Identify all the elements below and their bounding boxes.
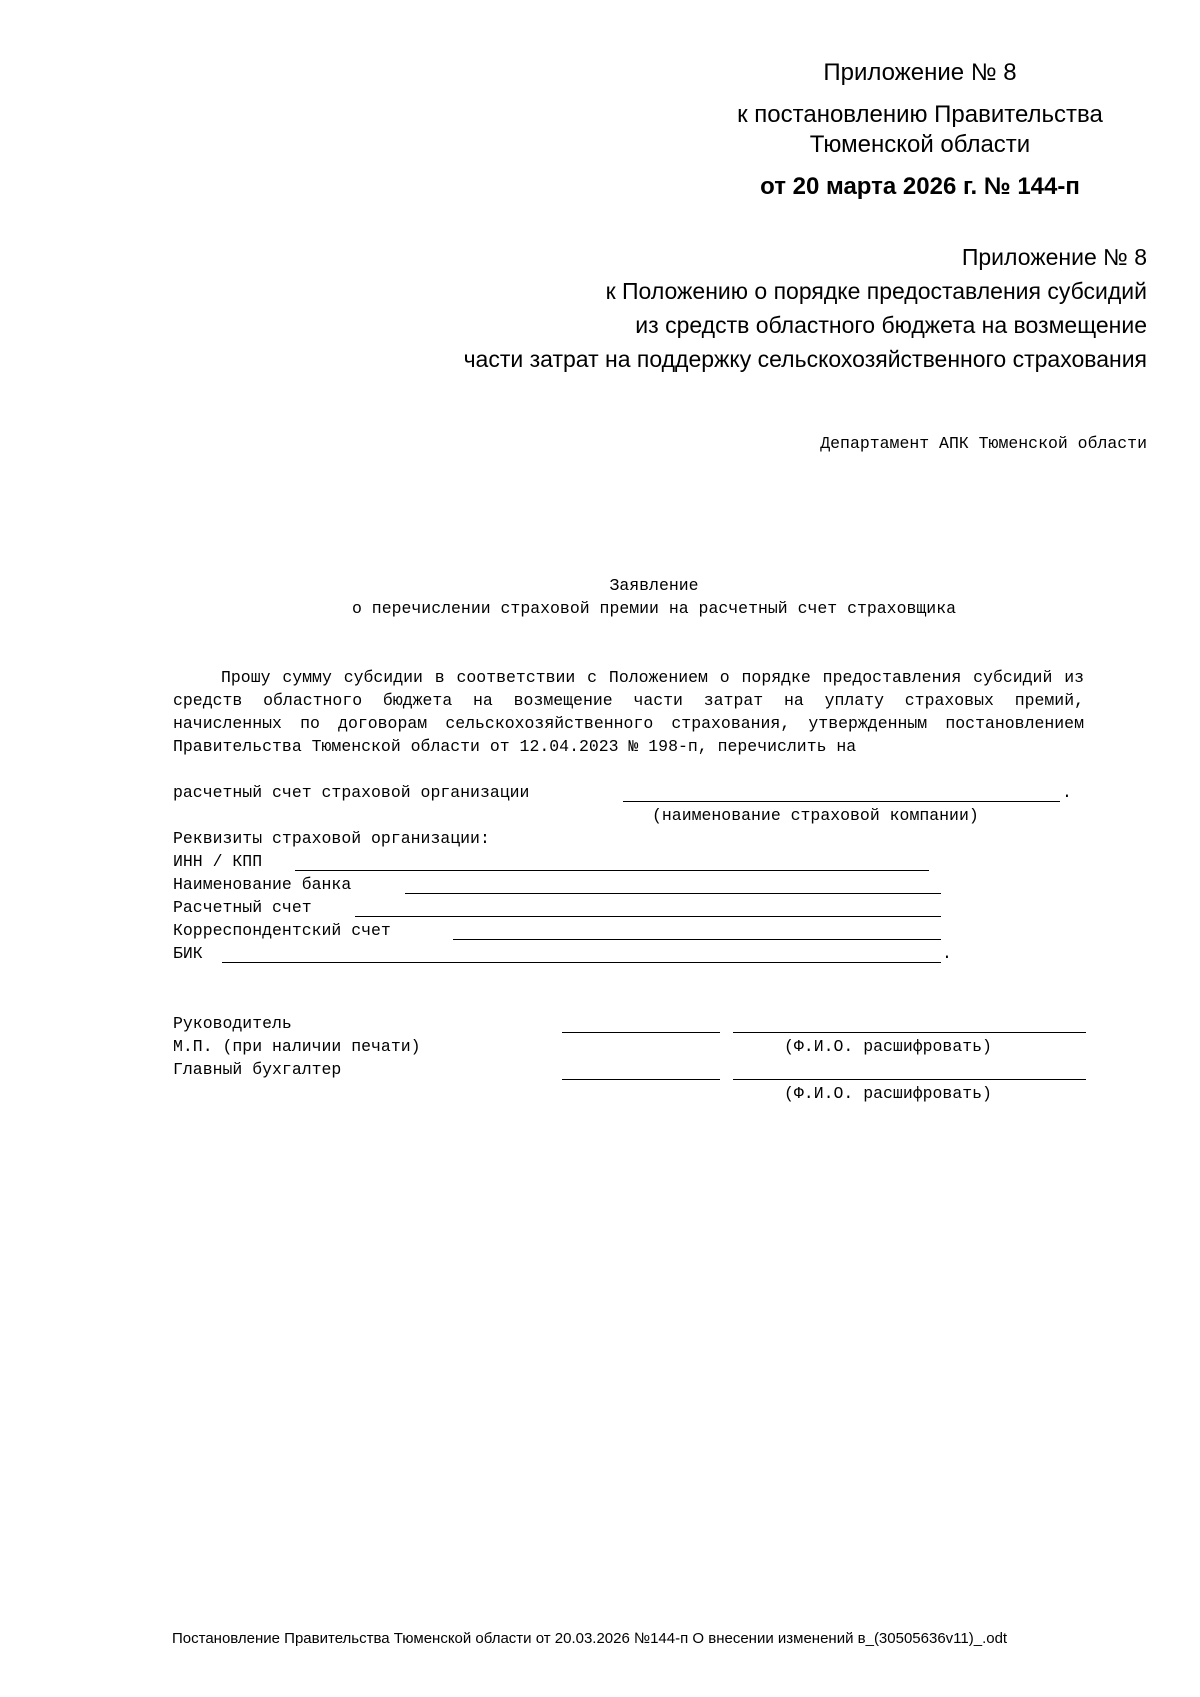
regulation-line2: из средств областного бюджета на возмещение — [635, 312, 1147, 338]
head-fio-field[interactable] — [733, 1032, 1086, 1033]
document-title: Заявление — [609, 576, 699, 595]
document-footer: Постановление Правительства Тюменской области от 20.03.2026 №144-п О внесении изменений в_(30505636v11)_.odt — [172, 1630, 1008, 1647]
account-field[interactable] — [355, 916, 941, 917]
resolution-reference-line1: к постановлению Правительства — [737, 101, 1103, 128]
bik-field[interactable] — [222, 962, 941, 963]
account-label: Расчетный счет — [173, 898, 312, 917]
accountant-fio-field[interactable] — [733, 1079, 1086, 1080]
requisites-heading: Реквизиты страховой организации: — [173, 829, 490, 848]
insurer-name-field[interactable] — [623, 801, 1060, 802]
chief-accountant-label: Главный бухгалтер — [173, 1060, 342, 1079]
accountant-signature-field[interactable] — [562, 1079, 720, 1080]
inn-kpp-label: ИНН / КПП — [173, 852, 263, 871]
resolution-reference — [700, 100, 1140, 160]
head-signature-field[interactable] — [562, 1032, 720, 1033]
head-label: Руководитель — [173, 1014, 292, 1033]
insurer-row — [173, 781, 529, 804]
insurer-label: расчетный счет страховой организации — [173, 783, 530, 802]
bik-period: . — [942, 944, 952, 963]
head-fio-hint: (Ф.И.О. расшифровать) — [784, 1037, 992, 1056]
corr-account-label: Корреспондентский счет — [173, 921, 391, 940]
resolution-reference-line2: Тюменской области — [809, 131, 1031, 158]
inn-kpp-field[interactable] — [295, 870, 929, 871]
stamp-label: М.П. (при наличии печати) — [173, 1037, 421, 1056]
appendix-title: Приложение № 8 — [823, 59, 1017, 86]
accountant-fio-hint: (Ф.И.О. расшифровать) — [784, 1084, 992, 1103]
addressee: Департамент АПК Тюменской области — [820, 434, 1147, 453]
resolution-date-number: от 20 марта 2026 г. № 144-п — [760, 173, 1080, 200]
regulation-appendix-block — [347, 240, 1147, 376]
bank-name-field[interactable] — [405, 893, 941, 894]
bik-label: БИК — [173, 944, 203, 963]
application-paragraph: Прошу сумму субсидии в соответствии с Положением о порядке предоставления субсидий из средств областного бюджета на возмещение части затрат на уплату страховых премий, начисленных по договорам сельскохозяйственного страхования, утвержденным постановлением Правительства Тюменской области от 12.04.2023 № 198-п, перечислить на — [173, 668, 1084, 756]
corr-account-field[interactable] — [453, 939, 941, 940]
insurer-hint: (наименование страховой компании) — [652, 806, 979, 825]
bank-name-label: Наименование банка — [173, 875, 352, 894]
regulation-line1: к Положению о порядке предоставления субсидий — [605, 278, 1147, 304]
insurer-period: . — [1062, 783, 1072, 802]
regulation-line3: части затрат на поддержку сельскохозяйственного страхования — [463, 346, 1147, 372]
document-subtitle: о перечислении страховой премии на расчетный счет страховщика — [352, 599, 956, 618]
regulation-appendix-title: Приложение № 8 — [961, 244, 1147, 270]
